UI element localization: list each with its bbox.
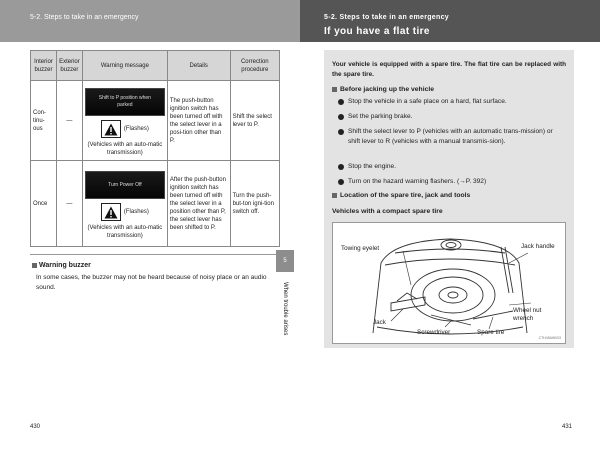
- chapter-side-text: When trouble arises: [282, 282, 288, 336]
- vehicle-note: (Vehicles with an auto-matic transmission): [87, 225, 163, 239]
- header-correction: Correction procedure: [230, 51, 279, 81]
- step-text: Set the parking brake.: [348, 113, 413, 120]
- bullet-icon: [338, 179, 344, 185]
- spare-tire-diagram: [332, 222, 566, 344]
- cell-exterior-buzzer: —: [56, 81, 82, 161]
- trunk-illustration: [333, 223, 567, 345]
- cell-correction: Turn the push-but-ton igni-tion switch off.: [230, 161, 279, 247]
- label-screwdriver: Screwdriver: [417, 329, 451, 336]
- note-title: Warning buzzer: [39, 262, 91, 269]
- warning-triangle-icon: [101, 120, 121, 138]
- flash-label: (Flashes): [123, 209, 149, 215]
- label-spare-tire: Spare tire: [477, 329, 505, 336]
- header-exterior-buzzer: Exterior buzzer: [56, 51, 82, 81]
- chapter-side-label: [278, 282, 292, 352]
- list-item: [338, 162, 566, 172]
- step-text: Turn on the hazard warning flashers. (→P. 392): [348, 178, 487, 185]
- flash-label: (Flashes): [123, 126, 149, 132]
- label-towing-eyelet: Towing eyelet: [341, 245, 380, 252]
- list-item: [338, 112, 566, 122]
- bullet-icon: [338, 99, 344, 105]
- step-text: Stop the engine.: [348, 163, 397, 170]
- warning-triangle-icon: [101, 203, 121, 221]
- cell-warning-message: [82, 161, 167, 247]
- cell-correction: Shift the select lever to P.: [230, 81, 279, 161]
- header-details: Details: [167, 51, 230, 81]
- step-text: Shift the select lever to P (vehicles with an automatic trans-mission) or shift lever to R (vehicles with a manual transmis-sion).: [348, 128, 553, 145]
- page-number-right: 431: [562, 424, 573, 430]
- right-page-header: [300, 0, 600, 42]
- square-bullet-icon: [32, 263, 37, 268]
- note-body: In some cases, the buzzer may not be heard because of noisy place or an audio sound.: [36, 274, 267, 291]
- cell-details: The push-button ignition switch has been turned off with the select lever in a posi-tion other than P.: [167, 81, 230, 161]
- label-jack: Jack: [373, 319, 386, 326]
- divider: [30, 254, 280, 255]
- vehicle-note: (Vehicles with an auto-matic transmission): [87, 142, 163, 156]
- bullet-icon: [338, 114, 344, 120]
- before-jacking-title: Before jacking up the vehicle: [340, 86, 435, 93]
- header-interior-buzzer: Interior buzzer: [31, 51, 57, 81]
- display-message-image: Shift to P position when parked: [85, 88, 165, 116]
- before-jacking-heading: [332, 86, 434, 93]
- left-page-header: [0, 0, 300, 42]
- flash-row: [85, 120, 165, 138]
- list-item: [338, 97, 566, 107]
- square-bullet-icon: [332, 193, 337, 198]
- display-message-image: Turn Power Off: [85, 171, 165, 199]
- cell-details: After the push-button ignition switch has been turned off with the select lever in a position other than P, the select lever has been shifted to P.: [167, 161, 230, 247]
- chapter-tab: 5: [276, 250, 294, 272]
- table-header-row: [31, 51, 280, 81]
- flash-row: [85, 203, 165, 221]
- table-row: [31, 161, 280, 247]
- page-number-left: 430: [30, 424, 41, 430]
- content-panel: [324, 50, 574, 348]
- right-section-title: 5-2. Steps to take in an emergency: [324, 14, 449, 21]
- diagram-code: CTH45AW003: [538, 336, 561, 340]
- left-section-title: 5-2. Steps to take in an emergency: [30, 14, 139, 21]
- label-wheel-nut-wrench: Wheel nut wrench: [513, 307, 542, 322]
- vehicles-heading: Vehicles with a compact spare tire: [332, 208, 443, 215]
- list-item: [338, 177, 566, 187]
- square-bullet-icon: [332, 87, 337, 92]
- note-heading: [32, 262, 91, 269]
- header-warning-message: Warning message: [82, 51, 167, 81]
- cell-exterior-buzzer: —: [56, 161, 82, 247]
- page-title: If you have a flat tire: [324, 26, 430, 37]
- table-row: [31, 81, 280, 161]
- step-text: Stop the vehicle in a safe place on a hard, flat surface.: [348, 98, 507, 105]
- right-page: [300, 0, 600, 450]
- location-heading: [332, 192, 470, 199]
- cell-interior-buzzer: Con-tinu-ous: [31, 81, 57, 161]
- list-item: [338, 127, 566, 147]
- cell-interior-buzzer: Once: [31, 161, 57, 247]
- label-jack-handle: Jack handle: [521, 243, 555, 250]
- bullet-icon: [338, 164, 344, 170]
- bullet-icon: [338, 129, 344, 135]
- location-title: Location of the spare tire, jack and tools: [340, 192, 471, 199]
- warning-table: [30, 50, 280, 247]
- cell-warning-message: [82, 81, 167, 161]
- intro-text: Your vehicle is equipped with a spare tire. The flat tire can be replaced with the spare tire.: [332, 61, 566, 78]
